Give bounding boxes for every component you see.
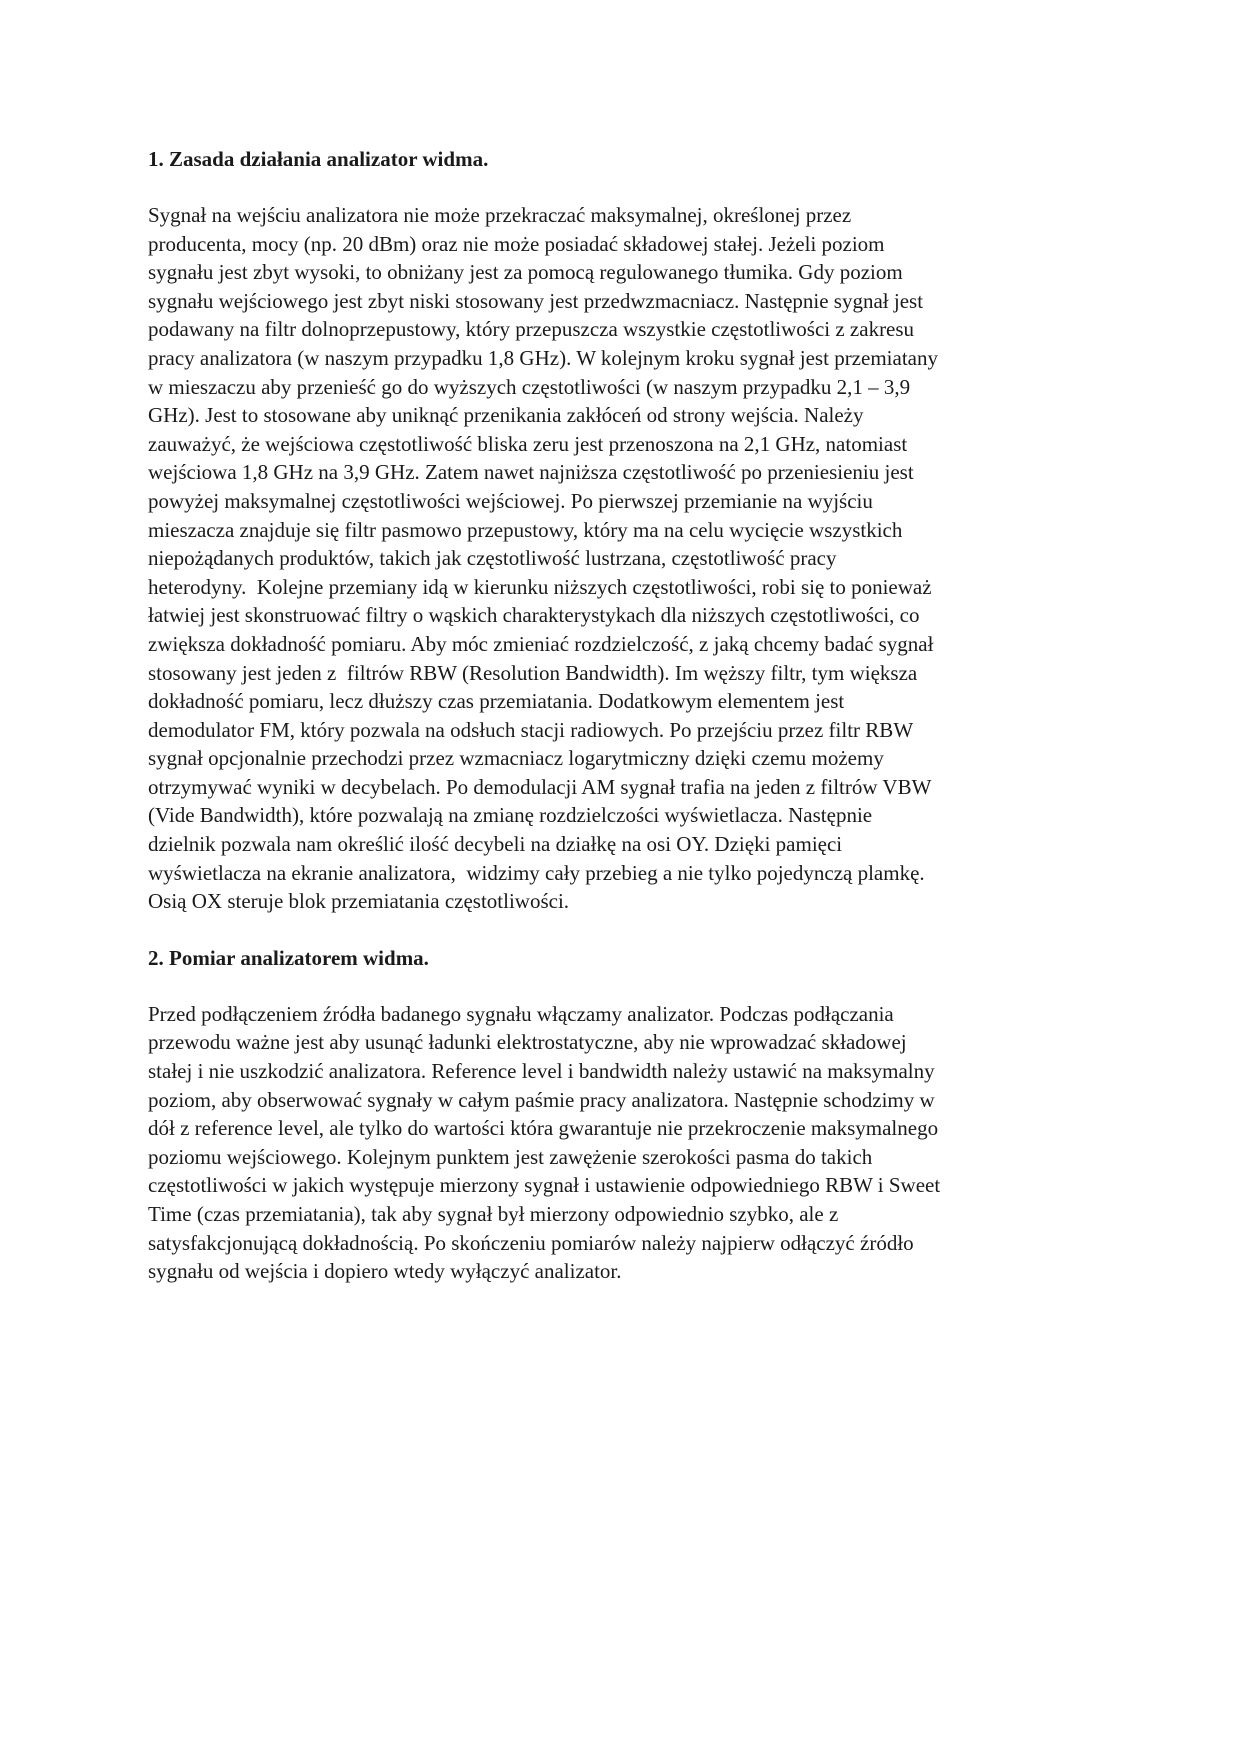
section-heading: 1. Zasada działania analizator widma. — [148, 147, 489, 171]
text-line: Osią OX steruje blok przemiatania częstotliwości. — [148, 889, 570, 914]
text-line: sygnału od wejścia i dopiero wtedy wyłączyć analizator. — [148, 1259, 622, 1284]
section-paragraph — [148, 201, 1108, 916]
text-line: łatwiej jest skonstruować filtry o wąskich charakterystykach dla niższych częstotliwości, co — [148, 603, 920, 628]
text-line: wyświetlacza na ekranie analizatora, widzimy cały przebieg a nie tylko pojedynczą plamkę. — [148, 860, 925, 885]
text-line: dokładność pomiaru, lecz dłuższy czas przemiatania. Dodatkowym elementem jest — [148, 689, 845, 714]
text-line: dół z reference level, ale tylko do wartości która gwarantuje nie przekroczenie maksymalnego — [148, 1116, 939, 1141]
text-line: sygnału jest zbyt wysoki, to obniżany jest za pomocą regulowanego tłumika. Gdy poziom — [148, 260, 903, 285]
text-line: stałej i nie uszkodzić analizatora. Reference level i bandwidth należy ustawić na maksymalny — [148, 1059, 935, 1084]
text-line: pracy analizatora (w naszym przypadku 1,8 GHz). W kolejnym kroku sygnał jest przemiatany — [148, 345, 938, 370]
text-line: Time (czas przemiatania), tak aby sygnał był mierzony odpowiednio szybko, ale z — [148, 1202, 839, 1226]
text-line: podawany na filtr dolnoprzepustowy, który przepuszcza wszystkie częstotliwości z zakresu — [148, 317, 915, 342]
text-line: zauważyć, że wejściowa częstotliwość bliska zeru jest przenoszona na 2,1 GHz, natomiast — [148, 431, 908, 456]
text-line: niepożądanych produktów, takich jak częstotliwość lustrzana, częstotliwość pracy — [148, 546, 837, 571]
text-line: przewodu ważne jest aby usunąć ładunki elektrostatyczne, aby nie wprowadzać składowej — [148, 1030, 907, 1055]
text-line: częstotliwości w jakich występuje mierzony sygnał i ustawienie odpowiedniego RBW i Sweet — [148, 1173, 941, 1198]
text-line: sygnał opcjonalnie przechodzi przez wzmacniacz logarytmiczny dzięki czemu możemy — [148, 746, 884, 771]
text-line: Sygnał na wejściu analizatora nie może przekraczać maksymalnej, określonej przez — [148, 203, 852, 227]
section-heading: 2. Pomiar analizatorem widma. — [148, 945, 429, 970]
text-line: stosowany jest jeden z filtrów RBW (Resolution Bandwidth). Im węższy filtr, tym większa — [148, 660, 918, 685]
section-paragraph — [148, 1000, 1108, 1286]
text-line: producenta, mocy (np. 20 dBm) oraz nie może posiadać składowej stałej. Jeżeli poziom — [148, 231, 885, 256]
text-line: Przed podłączeniem źródła badanego sygnału włączamy analizator. Podczas podłączania — [148, 1001, 894, 1026]
text-line: zwiększa dokładność pomiaru. Aby móc zmieniać rozdzielczość, z jaką chcemy badać sygnał — [148, 631, 934, 656]
text-line: GHz). Jest to stosowane aby uniknąć przenikania zakłóceń od strony wejścia. Należy — [148, 403, 864, 428]
text-line: poziom, aby obserwować sygnały w całym paśmie pracy analizatora. Następnie schodzimy w — [148, 1087, 935, 1112]
text-line: w mieszaczu aby przenieść go do wyższych częstotliwości (w naszym przypadku 2,1 – 3,9 — [148, 374, 911, 399]
text-line: (Vide Bandwidth), które pozwalają na zmianę rozdzielczości wyświetlacza. Następnie — [148, 803, 873, 828]
text-line: satysfakcjonującą dokładnością. Po skończeniu pomiarów należy najpierw odłączyć źródło — [148, 1230, 914, 1255]
text-line: dzielnik pozwala nam określić ilość decybeli na działkę na osi OY. Dzięki pamięci — [148, 832, 843, 857]
text-line: mieszacza znajduje się filtr pasmowo przepustowy, który ma na celu wycięcie wszystkich — [148, 517, 903, 542]
text-line: sygnału wejściowego jest zbyt niski stosowany jest przedwzmacniacz. Następnie sygnał jest — [148, 288, 924, 313]
text-line: powyżej maksymalnej częstotliwości wejściowej. Po pierwszej przemianie na wyjściu — [148, 488, 873, 513]
text-line: wejściowa 1,8 GHz na 3,9 GHz. Zatem nawet najniższa częstotliwość po przeniesieniu jest — [148, 460, 914, 485]
document-page — [148, 145, 1108, 1286]
text-line: poziomu wejściowego. Kolejnym punktem jest zawężenie szerokości pasma do takich — [148, 1144, 873, 1169]
text-line: otrzymywać wyniki w decybelach. Po demodulacji AM sygnał trafia na jeden z filtrów VBW — [148, 774, 932, 799]
text-line: heterodyny. Kolejne przemiany idą w kierunku niższych częstotliwości, robi się to ponieważ — [148, 574, 932, 599]
text-line: demodulator FM, który pozwala na odsłuch stacji radiowych. Po przejściu przez filtr RBW — [148, 717, 914, 742]
